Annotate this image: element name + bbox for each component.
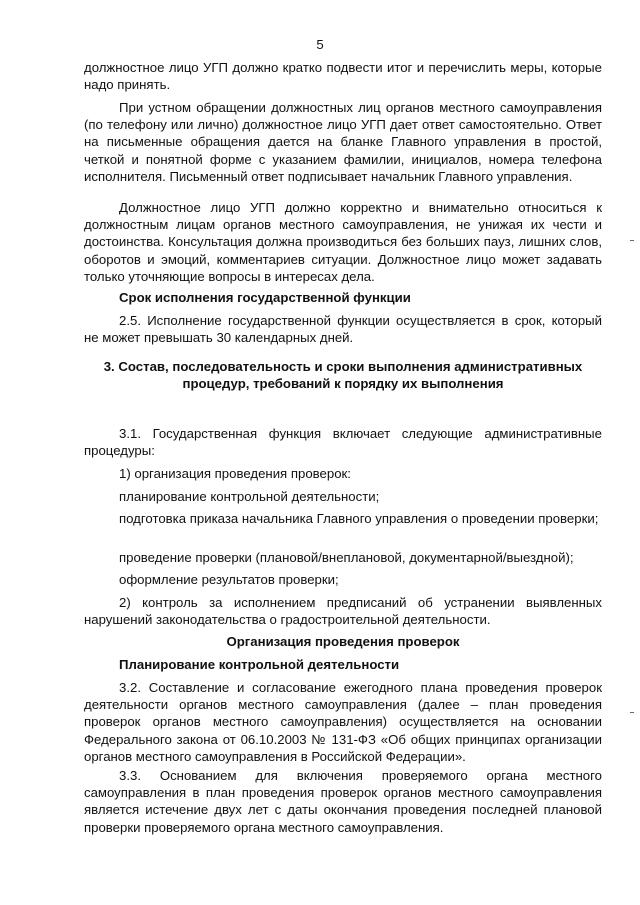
list-item: проведение проверки (плановой/внеплановой, документарной/выездной);: [119, 550, 574, 565]
section-heading: Планирование контрольной деятельности: [119, 657, 400, 672]
paragraph: 3.2. Составление и согласование ежегодного плана проведения проверок деятельности органов местного самоуправления (далее – план проведения проверок органов местного самоуправления) осуществляется на основании Федерального закона от 06.10.2003 № 131-ФЗ «Об общих принципах организации органов местного самоуправления в Российской Федерации».: [84, 680, 602, 764]
list-item: 2) контроль за исполнением предписаний об устранении выявленных нарушений законодательства о градостроительной деятельности.: [84, 595, 602, 628]
section-heading: Срок исполнения государственной функции: [119, 290, 411, 305]
margin-mark: [630, 240, 634, 241]
list-item: подготовка приказа начальника Главного управления о проведении проверки;: [119, 511, 599, 526]
paragraph: 3.3. Основанием для включения проверяемого органа местного самоуправления в план проведения проверок органов местного самоуправления является истечение двух лет с даты окончания проведения последней плановой проверки проверяемого органа местного самоуправления.: [84, 768, 602, 835]
paragraph: Должностное лицо УГП должно корректно и внимательно относиться к должностным лицам органов местного самоуправления, не унижая их чести и достоинства. Консультация должна производиться без больших пауз, лишних слов, оборотов и эмоций, комментариев ситуации. Должностное лицо может задавать только уточняющие вопросы в интересах дела.: [84, 200, 602, 284]
paragraph: 2.5. Исполнение государственной функции осуществляется в срок, который не может превышать 30 календарных дней.: [84, 313, 602, 346]
paragraph: должностное лицо УГП должно кратко подвести итог и перечислить меры, которые надо принять.: [84, 60, 602, 93]
list-item: 1) организация проведения проверок:: [119, 466, 351, 481]
subsection-title: Организация проведения проверок: [226, 634, 460, 649]
chapter-title: 3. Состав, последовательность и сроки выполнения административных процедур, требований к порядку их выполнения: [103, 359, 583, 392]
page-number: 5: [316, 37, 324, 52]
list-item: планирование контрольной деятельности;: [119, 489, 380, 504]
paragraph: При устном обращении должностных лиц органов местного самоуправления (по телефону или лично) должностное лицо УГП дает ответ самостоятельно. Ответ на письменные обращения дается на бланке Главного управления в простой, четкой и понятной форме с указанием фамилии, инициалов, номера телефона исполнителя. Письменный ответ подписывает начальник Главного управления.: [84, 100, 602, 184]
paragraph: 3.1. Государственная функция включает следующие административные процедуры:: [84, 426, 602, 459]
margin-mark: [630, 712, 634, 713]
list-item: оформление результатов проверки;: [119, 572, 339, 587]
